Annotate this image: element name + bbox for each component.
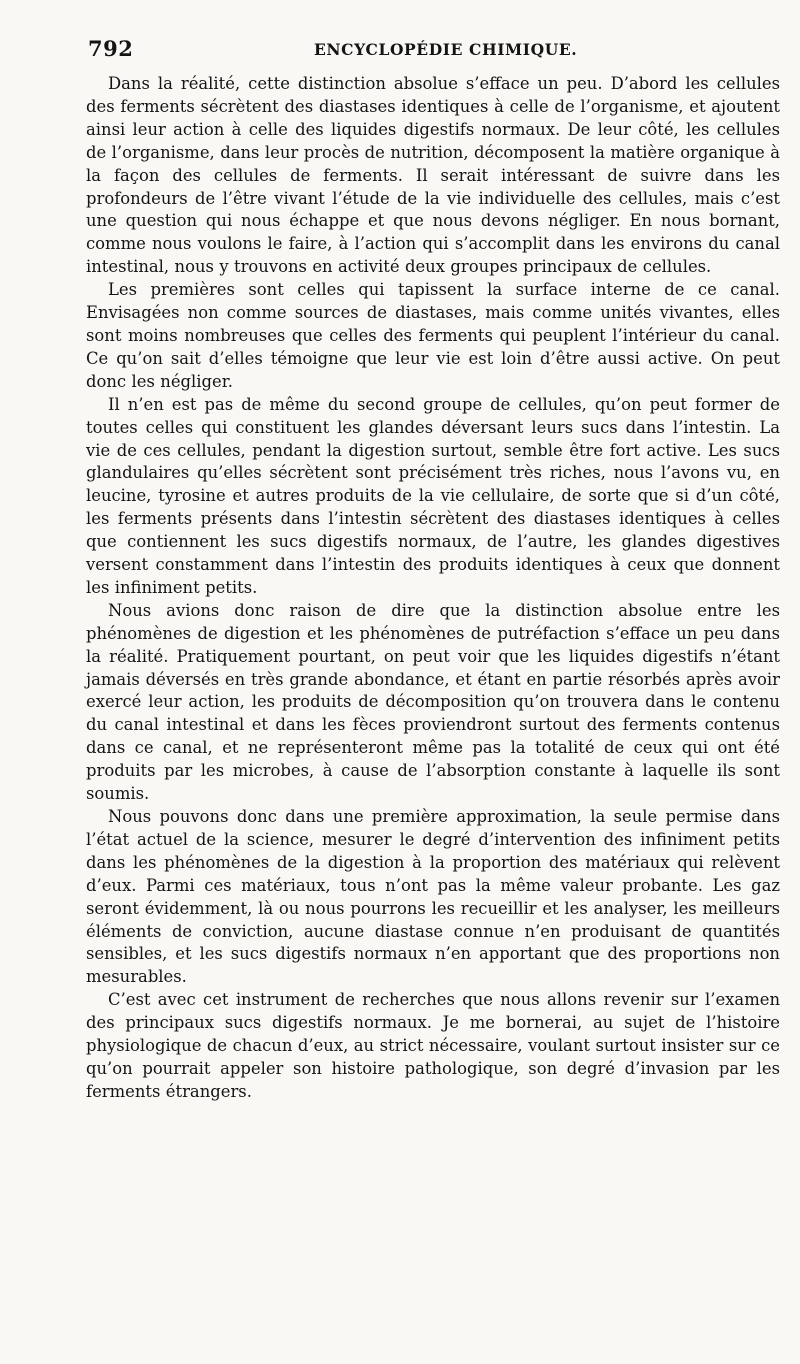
page-header [88,36,774,66]
body-text [86,73,780,1104]
paragraph: Les premières sont celles qui tapissent la surface interne de ce canal. Envisagées non comme sources de diastases, mais comme unités vivantes, elles sont moins nombreuses que celles des ferments qui peuplent l’intérieur du canal. Ce qu’on sait d’elles témoigne que leur vie est loin d’être aussi active. On peut donc les négliger. [86,280,780,391]
paragraph: Nous avions donc raison de dire que la distinction absolue entre les phénomènes de digestion et les phénomènes de putréfaction s’efface un peu dans la réalité. Pratiquement pourtant, on peut voir que les liquides digestifs n’étant jamais déversés en très grande abondance, et étant en partie résorbés après avoir exercé leur action, les produits de décomposition qu’on trouvera dans le contenu du canal intestinal et dans les fèces proviendront surtout des ferments contenus dans ce canal, et ne représenteront même pas la totalité de ceux qui ont été produits par les microbes, à cause de l’absorption constante à laquelle ils sont soumis. [86,600,780,804]
paragraph: Dans la réalité, cette distinction absolue s’efface un peu. D’abord les cellules des ferments sécrètent des diastases identiques à celle de l’organisme, et ajoutent ainsi leur action à celle des liquides digestifs normaux. De leur côté, les cellules de l’organisme, dans leur procès de nutrition, décomposent la matière organique à la façon des cellules de ferments. Il serait intéressant de suivre dans les profondeurs de l’être vivant l’étude de la vie individuelle des cellules, mais c’est une question qui nous échappe et que nous devons négliger. En nous bornant, comme nous voulons le faire, à l’action qui s’accomplit dans les environs du canal intestinal, nous y trouvons en activité deux groupes principaux de cellules. [86,74,780,277]
paragraph: C’est avec cet instrument de recherches que nous allons revenir sur l’examen des principaux sucs digestifs normaux. Je me bornerai, au sujet de l’histoire physiologique de chacun d’eux, au strict nécessaire, voulant surtout insister sur ce qu’on pourrait appeler son histoire pathologique, son degré d’invasion par les ferments étrangers. [86,990,780,1101]
paragraph: Nous pouvons donc dans une première approximation, la seule permise dans l’état actuel de la science, mesurer le degré d’intervention des infiniment petits dans les phénomènes de la digestion à la proportion des matériaux qui relèvent d’eux. Parmi ces matériaux, tous n’ont pas la même valeur probante. Les gaz seront évidemment, là ou nous pourrons les recueillir et les analyser, les meilleurs éléments de conviction, aucune diastase connue n’en produisant de quantités sensibles, et les sucs digestifs normaux n’en apportant que des proportions non mesurables. [86,807,780,987]
page-number: 792 [88,36,134,61]
running-title: ENCYCLOPÉDIE CHIMIQUE. [314,40,578,59]
paragraph: Il n’en est pas de même du second groupe de cellules, qu’on peut former de toutes celles qui constituent les glandes déversant leurs sucs dans l’intestin. La vie de ces cellules, pendant la digestion surtout, semble être fort active. Les sucs glandulaires qu’elles sécrètent sont précisément très riches, nous l’avons vu, en leucine, tyrosine et autres produits de la vie cellulaire, de sorte que si d’un côté, les ferments présents dans l’intestin sécrètent des diastases identiques à celles que contiennent les sucs digestifs normaux, de l’autre, les glandes digestives versent constamment dans l’intestin des produits identiques à ceux que donnent les infiniment petits. [86,394,780,597]
